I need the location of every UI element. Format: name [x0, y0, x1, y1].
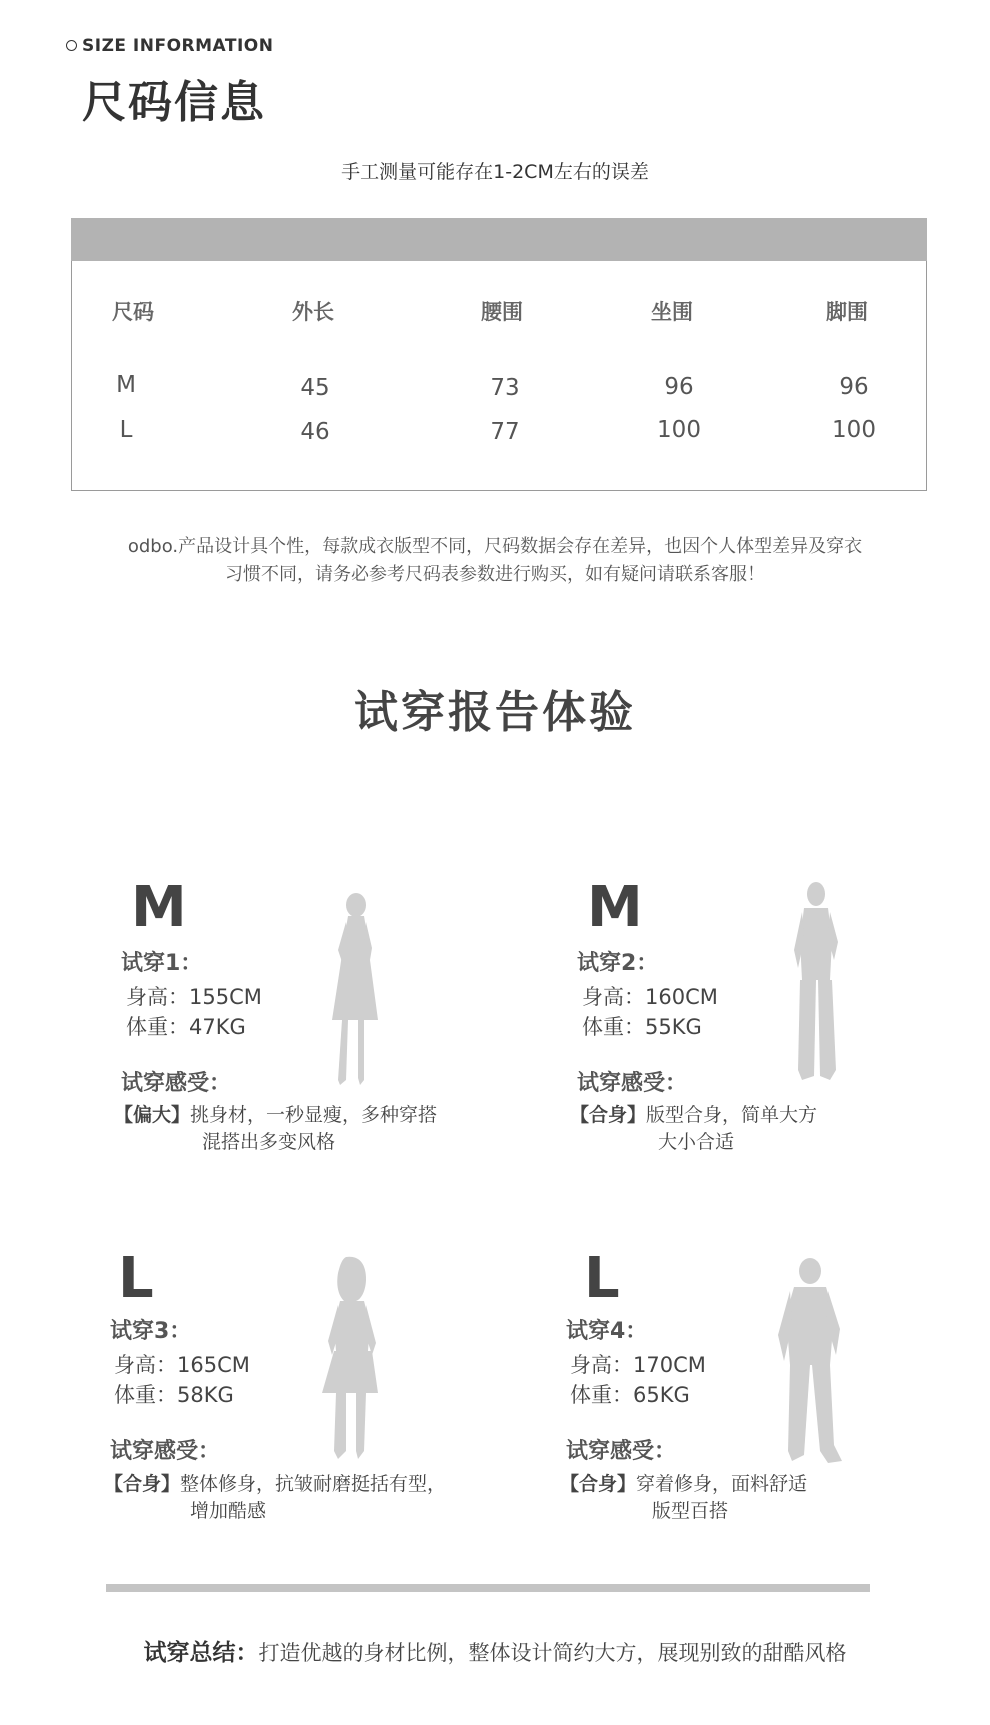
tryon-card-3 [118, 1246, 154, 1311]
fit-description [560, 1471, 807, 1498]
table-cell: 77 [490, 419, 520, 445]
fit-description [114, 1102, 437, 1129]
tryon-card-2 [587, 875, 643, 940]
tryon-summary [0, 1634, 990, 1667]
table-cell: 46 [300, 419, 330, 445]
feel-label: 试穿感受： [121, 1071, 232, 1096]
fit-tag: 【合身】 [570, 1104, 647, 1126]
tryon-card-1 [131, 875, 187, 940]
table-header-cell: 脚围 [826, 300, 868, 324]
model-silhouette-pants-icon [788, 880, 844, 1090]
fit-tag: 【合身】 [104, 1473, 181, 1495]
fit-text: 穿着修身，面料舒适 [636, 1473, 808, 1495]
size-letter: M [131, 875, 187, 940]
table-header-cell: 腰围 [481, 300, 523, 324]
model-silhouette-casual-icon [770, 1255, 850, 1475]
summary-divider [106, 1584, 870, 1592]
fit-text-line2: 版型百搭 [652, 1500, 729, 1522]
size-disclaimer [0, 533, 990, 589]
table-cell: 100 [657, 417, 701, 443]
weight-stat: 体重：65KG [570, 1383, 690, 1407]
feel-label: 试穿感受： [577, 1071, 688, 1096]
fit-text: 挑身材，一秒显瘦，多种穿搭 [190, 1104, 438, 1126]
table-header-cell: 尺码 [112, 300, 154, 324]
tryon-label: 试穿3： [110, 1319, 192, 1344]
table-cell: 96 [839, 374, 869, 400]
height-stat: 身高：155CM [126, 985, 262, 1009]
feel-label: 试穿感受： [110, 1439, 221, 1464]
summary-text: 打造优越的身材比例，整体设计简约大方，展现别致的甜酷风格 [258, 1641, 847, 1665]
size-letter: L [118, 1246, 154, 1311]
tryon-label: 试穿1： [121, 951, 203, 976]
summary-label: 试穿总结： [143, 1640, 259, 1666]
model-silhouette-skirt-icon [316, 1255, 388, 1465]
measurement-note: 手工测量可能存在1-2CM左右的误差 [341, 161, 649, 183]
section-subtitle-en: SIZE INFORMATION [82, 36, 274, 56]
fit-text-line2: 大小合适 [658, 1131, 735, 1153]
weight-stat: 体重：58KG [114, 1383, 234, 1407]
height-stat: 身高：165CM [114, 1353, 250, 1377]
fit-text: 版型合身，简单大方 [646, 1104, 818, 1126]
height-stat: 身高：160CM [582, 985, 718, 1009]
disclaimer-line: odbo.产品设计具个性，每款成衣版型不同，尺码数据会存在差异，也因个人体型差异及穿衣 [127, 536, 863, 557]
table-cell: 100 [832, 417, 876, 443]
fit-tag: 【合身】 [560, 1473, 637, 1495]
fit-text-line2: 增加酷感 [190, 1500, 267, 1522]
table-header-cell: 外长 [292, 300, 334, 324]
circle-bullet-icon [66, 40, 77, 51]
table-cell: M [116, 372, 136, 398]
fit-text-line2: 混搭出多变风格 [202, 1131, 336, 1153]
table-cell: 96 [664, 374, 694, 400]
table-cell: 45 [300, 375, 330, 401]
disclaimer-line: 习惯不同，请务必参考尺码表参数进行购买，如有疑问请联系客服！ [225, 564, 765, 585]
weight-stat: 体重：47KG [126, 1015, 246, 1039]
tryon-label: 试穿4： [566, 1319, 648, 1344]
fit-description [104, 1471, 446, 1498]
tryon-label: 试穿2： [577, 951, 659, 976]
feel-label: 试穿感受： [566, 1439, 677, 1464]
fit-text: 整体修身，抗皱耐磨挺括有型， [180, 1473, 447, 1495]
size-letter: L [584, 1246, 620, 1311]
size-letter: M [587, 875, 643, 940]
tryon-section-title: 试穿报告体验 [354, 687, 636, 738]
table-cell: L [119, 417, 133, 443]
tryon-card-4 [584, 1246, 620, 1311]
height-stat: 身高：170CM [570, 1353, 706, 1377]
model-silhouette-dress-icon [322, 890, 382, 1090]
size-table-header-bar [71, 218, 927, 261]
table-cell: 73 [490, 375, 520, 401]
page-title: 尺码信息 [82, 77, 266, 128]
fit-description [570, 1102, 817, 1129]
weight-stat: 体重：55KG [582, 1015, 702, 1039]
table-header-cell: 坐围 [651, 300, 693, 324]
fit-tag: 【偏大】 [114, 1104, 191, 1126]
